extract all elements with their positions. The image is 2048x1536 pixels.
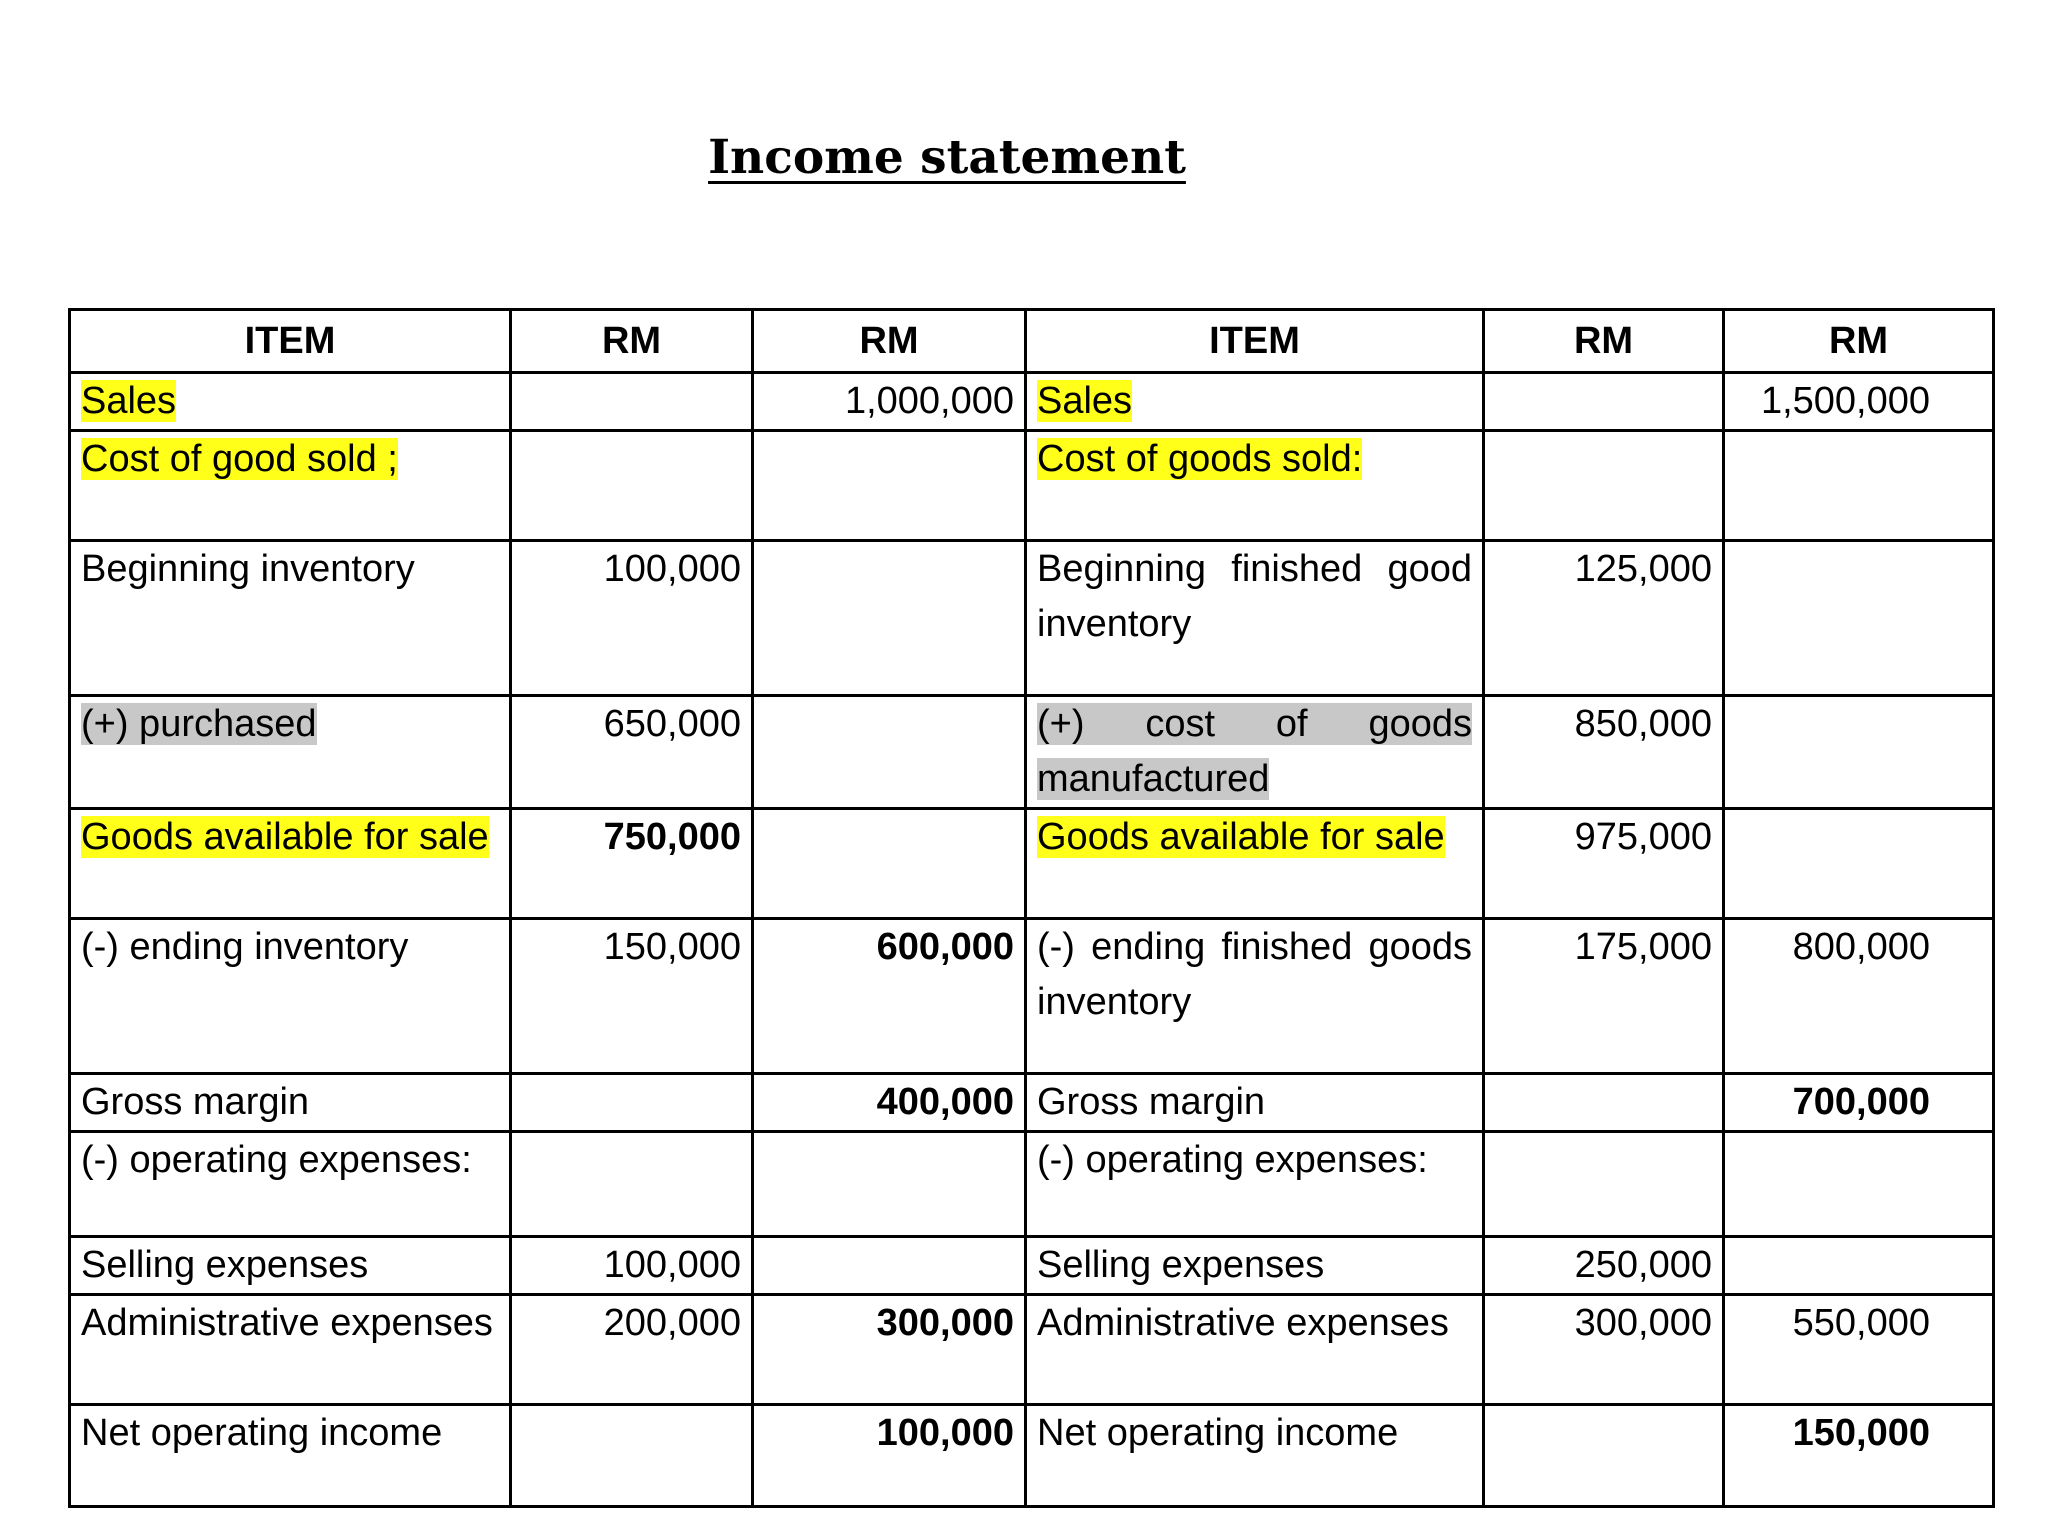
value-cell: 175,000 (1484, 919, 1724, 1074)
value-cell: 150,000 (511, 919, 753, 1074)
item-label: Goods available for sale (1037, 816, 1445, 858)
value-cell (1724, 1132, 1994, 1237)
value-cell: 1,500,000 (1724, 373, 1994, 431)
item-label: Cost of good sold ; (81, 438, 398, 480)
item-cell (70, 696, 511, 809)
value-cell (1724, 809, 1994, 919)
value-cell (511, 373, 753, 431)
value-cell: 850,000 (1484, 696, 1724, 809)
value-cell: 125,000 (1484, 541, 1724, 696)
item-cell (70, 373, 511, 431)
header-rm-right-2: RM (1724, 310, 1994, 373)
value-cell (753, 696, 1026, 809)
value-cell: 600,000 (753, 919, 1026, 1074)
item-cell (1026, 373, 1484, 431)
table-row (70, 1405, 1994, 1507)
value-cell: 650,000 (511, 696, 753, 809)
value-cell (1484, 431, 1724, 541)
value-cell (1484, 373, 1724, 431)
value-cell: 800,000 (1724, 919, 1994, 1074)
item-cell (70, 809, 511, 919)
value-cell: 150,000 (1724, 1405, 1994, 1507)
value-cell: 300,000 (753, 1295, 1026, 1405)
item-cell: Administrative expenses (1026, 1295, 1484, 1405)
header-item-right: ITEM (1026, 310, 1484, 373)
item-cell: Net operating income (1026, 1405, 1484, 1507)
value-cell: 100,000 (753, 1405, 1026, 1507)
item-label: Goods available for sale (81, 816, 489, 858)
page-title: Income statement (708, 130, 1186, 185)
value-cell: 750,000 (511, 809, 753, 919)
value-cell: 700,000 (1724, 1074, 1994, 1132)
item-cell: Administrative expenses (70, 1295, 511, 1405)
value-cell (1724, 541, 1994, 696)
header-rm-left-1: RM (511, 310, 753, 373)
item-cell: Gross margin (70, 1074, 511, 1132)
value-cell: 1,000,000 (753, 373, 1026, 431)
item-label: (+) purchased (81, 703, 317, 745)
value-cell (1724, 431, 1994, 541)
item-label: Sales (81, 380, 177, 422)
item-cell: Selling expenses (1026, 1237, 1484, 1295)
value-cell: 550,000 (1724, 1295, 1994, 1405)
item-cell: Beginning inventory (70, 541, 511, 696)
item-cell: (-) ending finished goods inventory (1026, 919, 1484, 1074)
table-row (70, 1295, 1994, 1405)
value-cell: 400,000 (753, 1074, 1026, 1132)
item-cell (1026, 809, 1484, 919)
value-cell (753, 809, 1026, 919)
value-cell (511, 1405, 753, 1507)
value-cell: 100,000 (511, 1237, 753, 1295)
item-cell: Gross margin (1026, 1074, 1484, 1132)
item-label: (+) cost of goods manufactured (1037, 703, 1472, 800)
header-item-left: ITEM (70, 310, 511, 373)
value-cell (753, 431, 1026, 541)
item-cell: (-) ending inventory (70, 919, 511, 1074)
item-cell: Beginning finished good inventory (1026, 541, 1484, 696)
value-cell (511, 1074, 753, 1132)
value-cell: 100,000 (511, 541, 753, 696)
item-cell: Net operating income (70, 1405, 511, 1507)
table-row (70, 809, 1994, 919)
value-cell: 200,000 (511, 1295, 753, 1405)
item-cell: (-) operating expenses: (70, 1132, 511, 1237)
item-cell: (-) operating expenses: (1026, 1132, 1484, 1237)
value-cell (753, 541, 1026, 696)
value-cell: 975,000 (1484, 809, 1724, 919)
value-cell (1484, 1132, 1724, 1237)
table-row (70, 431, 1994, 541)
value-cell (511, 431, 753, 541)
header-rm-right-1: RM (1484, 310, 1724, 373)
table-row (70, 541, 1994, 696)
header-row (70, 310, 1994, 373)
table-row (70, 1237, 1994, 1295)
item-cell (70, 431, 511, 541)
item-cell (1026, 431, 1484, 541)
value-cell (1484, 1074, 1724, 1132)
table-row (70, 1132, 1994, 1237)
table-row (70, 1074, 1994, 1132)
item-cell: Selling expenses (70, 1237, 511, 1295)
value-cell: 300,000 (1484, 1295, 1724, 1405)
value-cell (511, 1132, 753, 1237)
value-cell (1724, 1237, 1994, 1295)
value-cell (753, 1237, 1026, 1295)
value-cell (1484, 1405, 1724, 1507)
item-label: Cost of goods sold: (1037, 438, 1363, 480)
item-cell (1026, 696, 1484, 809)
item-label: Sales (1037, 380, 1133, 422)
value-cell (1724, 696, 1994, 809)
table-row (70, 373, 1994, 431)
value-cell (753, 1132, 1026, 1237)
header-rm-left-2: RM (753, 310, 1026, 373)
table-row (70, 919, 1994, 1074)
income-statement-table (68, 308, 1995, 1508)
table-row (70, 696, 1994, 809)
value-cell: 250,000 (1484, 1237, 1724, 1295)
